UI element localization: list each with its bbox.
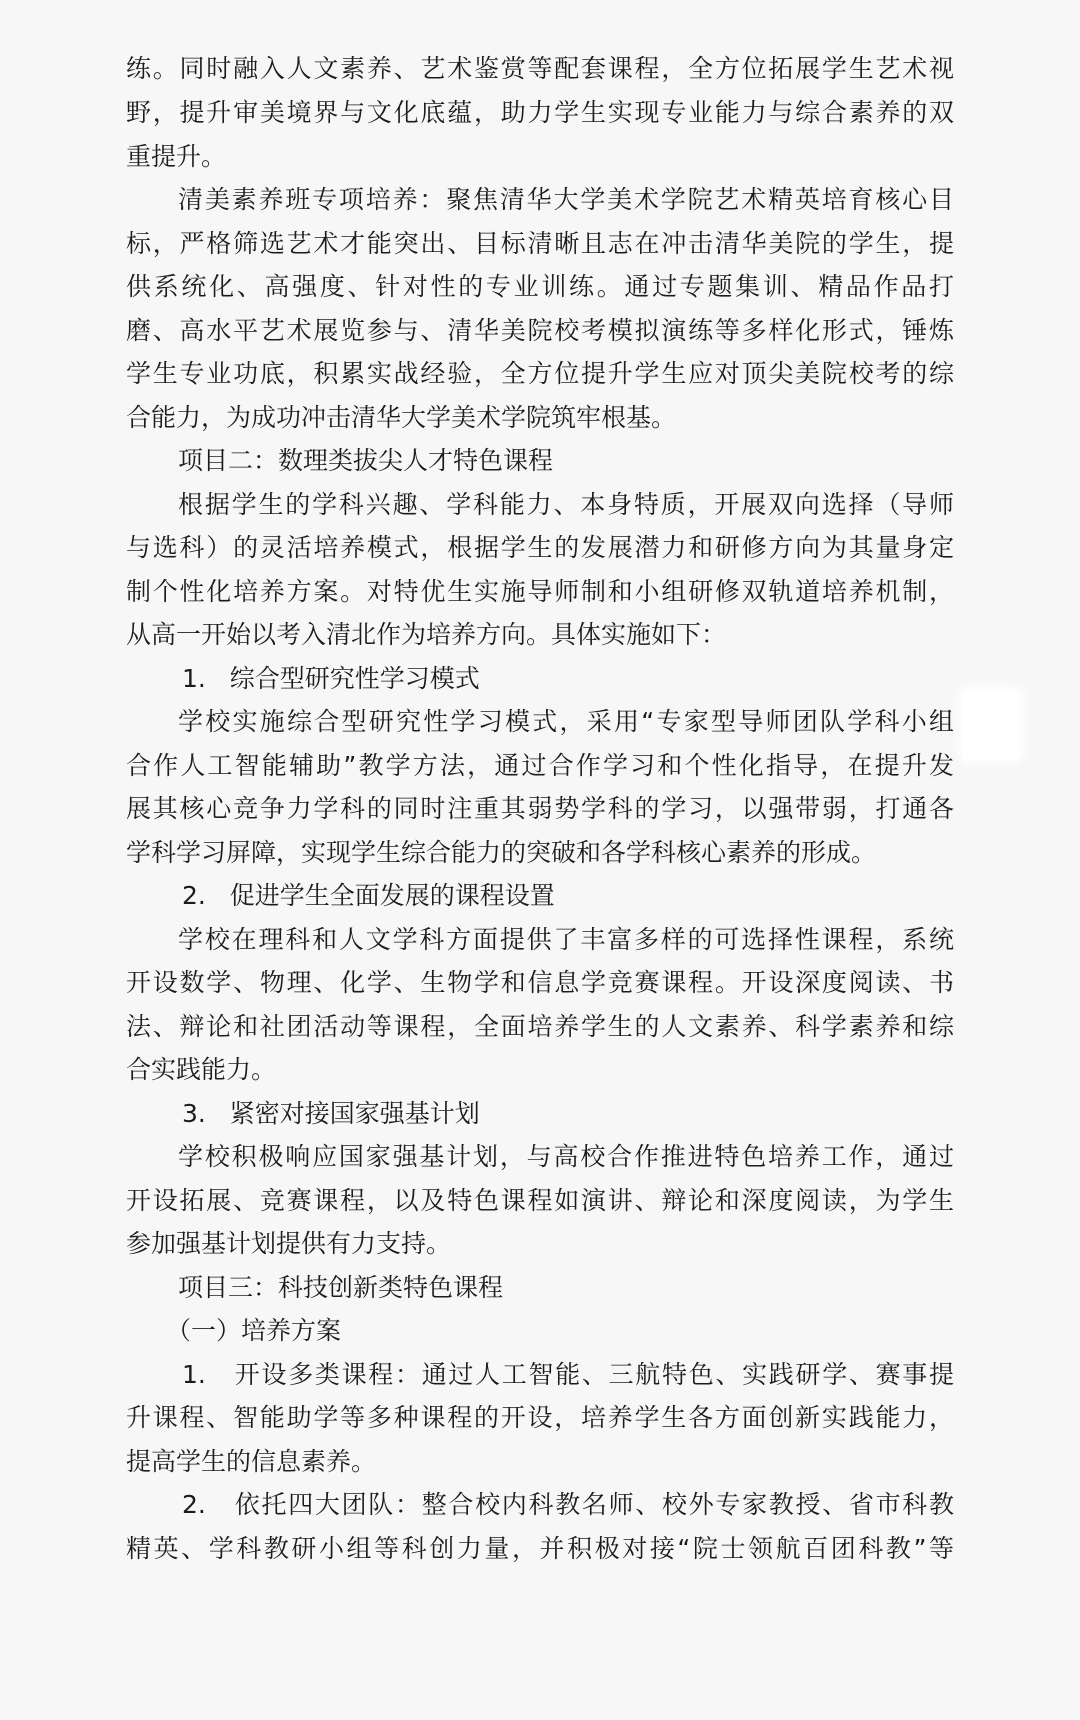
paragraph-start: 学校在理科和人文学科方面提供了丰富多样的可选择性课程，系统 [178, 925, 954, 954]
text-line: 法、辩论和社团活动等课程，全面培养学生的人文素养、科学素养和综 [126, 1012, 954, 1041]
text-line: 标，严格筛选艺术才能突出、目标清晰且志在冲击清华美院的学生，提 [126, 229, 954, 258]
text-line: 合实践能力。 [126, 1055, 277, 1084]
text-line: 展其核心竞争力学科的同时注重其弱势学科的学习，以强带弱，打通各 [126, 794, 954, 823]
text-line: 从高一开始以考入清北作为培养方向。具体实施如下： [126, 620, 727, 649]
section-heading: 项目三：科技创新类特色课程 [178, 1273, 504, 1302]
text-line: 参加强基计划提供有力支持。 [126, 1229, 452, 1258]
paragraph-start: 清美素养班专项培养：聚焦清华大学美术学院艺术精英培育核心目 [178, 185, 954, 214]
paragraph-start: 学校积极响应国家强基计划，与高校合作推进特色培养工作，通过 [178, 1142, 954, 1171]
paragraph-start: 学校实施综合型研究性学习模式，采用“专家型导师团队学科小组 [178, 707, 954, 736]
paragraph-start: 根据学生的学科兴趣、学科能力、本身特质，开展双向选择（导师 [178, 490, 954, 519]
text-line: 野，提升审美境界与文化底蕴，助力学生实现专业能力与综合素养的双 [126, 98, 954, 127]
paragraph-start: 1. 开设多类课程：通过人工智能、三航特色、实践研学、赛事提 [182, 1360, 954, 1389]
text-line: 磨、高水平艺术展览参与、清华美院校考模拟演练等多样化形式，锤炼 [126, 316, 954, 345]
text-line: 学科学习屏障，实现学生综合能力的突破和各学科核心素养的形成。 [126, 838, 877, 867]
paragraph-start: 2. 依托四大团队：整合校内科教名师、校外专家教授、省市科教 [182, 1490, 954, 1519]
light-glare [962, 690, 1020, 760]
text-line: 开设拓展、竞赛课程，以及特色课程如演讲、辩论和深度阅读，为学生 [126, 1186, 954, 1215]
text-line: 开设数学、物理、化学、生物学和信息学竞赛课程。开设深度阅读、书 [126, 968, 954, 997]
numbered-heading: 2. 促进学生全面发展的课程设置 [182, 881, 555, 910]
text-line: 合能力，为成功冲击清华大学美术学院筑牢根基。 [126, 403, 677, 432]
text-line: 与选科）的灵活培养模式，根据学生的发展潜力和研修方向为其量身定 [126, 533, 954, 562]
text-line: 供系统化、高强度、针对性的专业训练。通过专题集训、精品作品打 [126, 272, 954, 301]
text-line: 重提升。 [126, 142, 227, 171]
section-heading: 项目二：数理类拔尖人才特色课程 [178, 446, 554, 475]
text-line: 制个性化培养方案。对特优生实施导师制和小组研修双轨道培养机制， [126, 577, 954, 606]
text-line: 学生专业功底，积累实战经验，全方位提升学生应对顶尖美院校考的综 [126, 359, 954, 388]
text-line: 合作人工智能辅助”教学方法，通过合作学习和个性化指导，在提升发 [126, 751, 954, 780]
text-line: 精英、学科教研小组等科创力量，并积极对接“院士领航百团科教”等 [126, 1534, 954, 1563]
text-line: 练。同时融入人文素养、艺术鉴赏等配套课程，全方位拓展学生艺术视 [126, 54, 954, 83]
numbered-heading: 3. 紧密对接国家强基计划 [182, 1099, 480, 1128]
text-line: 提高学生的信息素养。 [126, 1447, 377, 1476]
numbered-heading: 1. 综合型研究性学习模式 [182, 664, 480, 693]
subsection-heading: （一）培养方案 [166, 1316, 342, 1345]
text-line: 升课程、智能助学等多种课程的开设，培养学生各方面创新实践能力， [126, 1403, 954, 1432]
